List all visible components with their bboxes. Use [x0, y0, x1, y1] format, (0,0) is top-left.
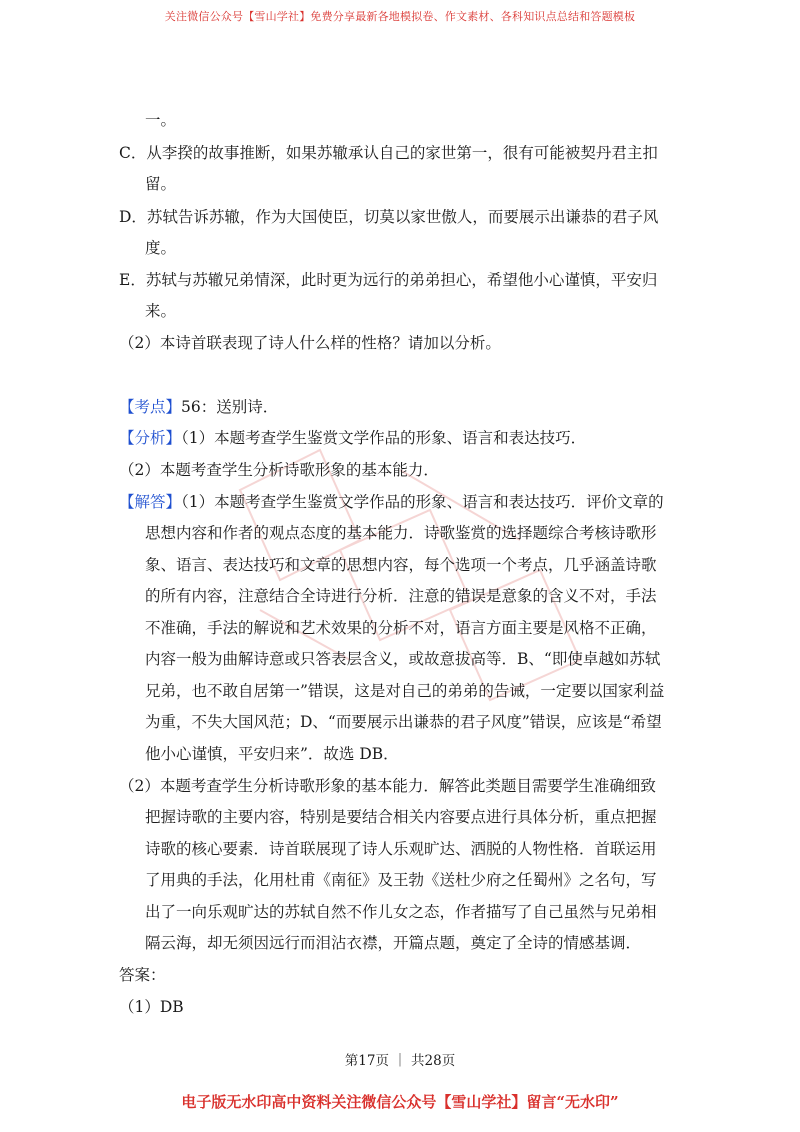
question-2: （2）本诗首联表现了诗人什么样的性格？请加以分析。 [119, 334, 501, 352]
part2-line: 出了一向乐观旷达的苏轼自然不作儿女之态，作者描写了自己虽然与兄弟相 [145, 903, 657, 921]
fenxi-tag: 【分析】 [119, 429, 182, 447]
text-line: 留。 [145, 175, 177, 193]
page-number: 第17页 ｜ 共28页 [344, 1053, 456, 1069]
kaodian-line [119, 397, 278, 417]
kaodian-text: 56：送别诗． [181, 398, 279, 416]
jieda-line: 兄弟，也不敢自居第一”错误，这是对自己的弟弟的告诫，一定要以国家利益 [145, 682, 665, 700]
jieda-tag: 【解答】 [119, 493, 182, 511]
jieda-line [119, 492, 664, 512]
option-e: E．苏轼与苏辙兄弟情深，此时更为远行的弟弟担心，希望他小心谨慎，平安归 [119, 271, 658, 289]
text-line: 一。 [145, 111, 177, 129]
fenxi-line-2: （2）本题考查学生分析诗歌形象的基本能力． [119, 461, 439, 479]
footer-banner: 电子版无水印高中资料关注微信公众号【雪山学社】留言“无水印” [181, 1093, 619, 1111]
header-banner: 关注微信公众号【雪山学社】免费分享最新各地模拟卷、作文素材、各科知识点总结和答题模板 [164, 10, 636, 23]
text-line: 来。 [145, 302, 177, 320]
option-d: D．苏轼告诉苏辙，作为大国使臣，切莫以家世傲人，而要展示出谦恭的君子风 [119, 208, 659, 226]
part2-line: （2）本题考查学生分析诗歌形象的基本能力．解答此类题目需要学生准确细致 [119, 777, 656, 795]
part2-line: 隔云海，却无须因远行而泪沾衣襟，开篇点题，奠定了全诗的情感基调． [145, 934, 642, 952]
part2-line: 把握诗歌的主要内容，特别是要结合相关内容要点进行具体分析，重点把握 [145, 808, 657, 826]
part2-line: 了用典的手法，化用杜甫《南征》及王勃《送杜少府之任蜀州》之名句，写 [145, 871, 657, 889]
jieda-line: 的所有内容，注意结合全诗进行分析．注意的错误是意象的含义不对，手法 [145, 587, 657, 605]
fenxi-line [119, 428, 586, 448]
answer-value: （1）DB [119, 998, 184, 1016]
jieda-line: 不准确，手法的解说和艺术效果的分析不对，语言方面主要是风格不正确， [145, 619, 657, 637]
jieda-text: （1）本题考查学生鉴赏文学作品的形象、语言和表达技巧．评价文章的 [181, 493, 664, 511]
kaodian-tag: 【考点】 [119, 398, 182, 416]
fenxi-text: （1）本题考查学生鉴赏文学作品的形象、语言和表达技巧． [181, 429, 587, 447]
answer-label: 答案： [119, 966, 166, 984]
jieda-line: 他小心谨慎，平安归来”．故选 DB． [145, 745, 399, 763]
text-line: 度。 [145, 239, 177, 257]
jieda-line: 内容一般为曲解诗意或只答表层含义，或故意拔高等．B、“即使卓越如苏轼 [145, 650, 661, 668]
jieda-line: 思想内容和作者的观点态度的基本能力．诗歌鉴赏的选择题综合考核诗歌形 [145, 524, 657, 542]
jieda-line: 象、语言、表达技巧和文章的思想内容，每个选项一个考点，几乎涵盖诗歌 [145, 556, 657, 574]
part2-line: 诗歌的核心要素．诗首联展现了诗人乐观旷达、洒脱的人物性格．首联运用 [145, 840, 657, 858]
option-c: C．从李揆的故事推断，如果苏辙承认自己的家世第一，很有可能被契丹君主扣 [119, 144, 658, 162]
jieda-line: 为重，不失大国风范；D、“而要展示出谦恭的君子风度”错误，应该是“希望 [145, 713, 662, 731]
